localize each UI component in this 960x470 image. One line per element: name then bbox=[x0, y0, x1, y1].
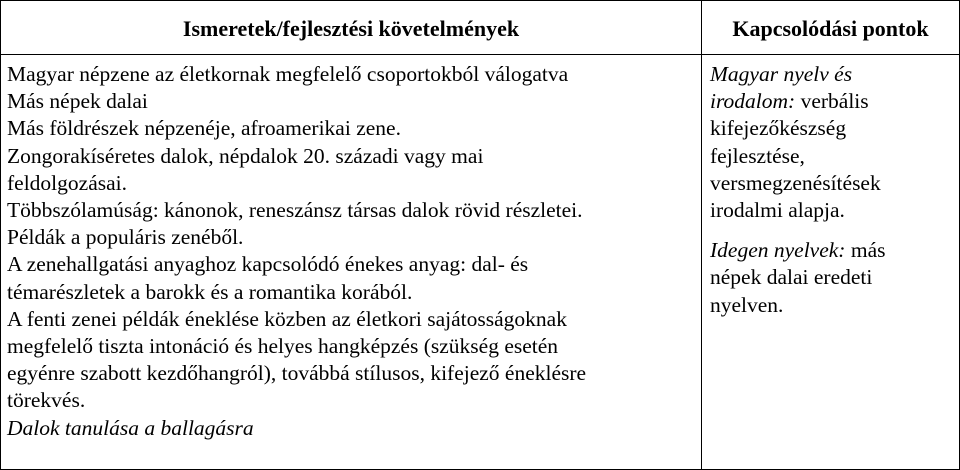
connection-line bbox=[710, 88, 955, 115]
connection-subject: Magyar nyelv és bbox=[710, 62, 853, 86]
connection-line: irodalmi alapja. bbox=[710, 198, 845, 223]
requirement-line: A zenehallgatási anyaghoz kapcsolódó énekes anyag: dal- és bbox=[7, 252, 529, 277]
requirement-line: A fenti zenei példák éneklése közben az életkori sajátosságoknak bbox=[7, 306, 567, 331]
requirement-line: Többszólamúság: kánonok, reneszánsz társas dalok rövid részletei. bbox=[7, 198, 583, 223]
requirements-cell bbox=[7, 61, 697, 442]
table-header-row bbox=[1, 1, 959, 55]
requirement-line: Más népek dalai bbox=[7, 89, 148, 114]
connection-subject: Idegen nyelvek: bbox=[710, 238, 846, 263]
spacer bbox=[710, 224, 955, 237]
requirement-line: feldolgozásai. bbox=[7, 170, 127, 195]
connection-line: nyelven. bbox=[710, 292, 784, 317]
connection-subject: irodalom: bbox=[710, 89, 796, 114]
requirement-line: Magyar népzene az életkornak megfelelő csoportokból válogatva bbox=[7, 62, 569, 86]
requirement-line: egyénre szabott kezdőhangról), továbbá stílusos, kifejező éneklésre bbox=[7, 361, 587, 386]
requirement-line-italic: Dalok tanulása a ballagásra bbox=[7, 415, 254, 440]
connection-line bbox=[710, 237, 955, 264]
connection-text: más bbox=[845, 238, 886, 263]
connections-cell bbox=[710, 61, 955, 319]
header-connections: Kapcsolódási pontok bbox=[732, 16, 929, 41]
header-requirements: Ismeretek/fejlesztési követelmények bbox=[182, 16, 520, 41]
requirement-line: Más földrészek népzenéje, afroamerikai zene. bbox=[7, 116, 401, 141]
requirement-line: Példák a populáris zenéből. bbox=[7, 225, 244, 250]
connection-text: verbális bbox=[795, 89, 869, 114]
requirement-line: Zongorakíséretes dalok, népdalok 20. századi vagy mai bbox=[7, 143, 484, 168]
requirement-line: törekvés. bbox=[7, 388, 86, 413]
connection-line: kifejezőkészség bbox=[710, 116, 847, 141]
column-divider bbox=[701, 1, 702, 469]
connection-line: fejlesztése, bbox=[710, 143, 805, 168]
requirement-line: megfelelő tiszta intonáció és helyes hangképzés (szükség esetén bbox=[7, 334, 559, 359]
connection-line: versmegzenésítések bbox=[710, 170, 881, 195]
connection-line: népek dalai eredeti bbox=[710, 265, 873, 290]
requirement-line: témarészletek a barokk és a romantika korából. bbox=[7, 279, 413, 304]
